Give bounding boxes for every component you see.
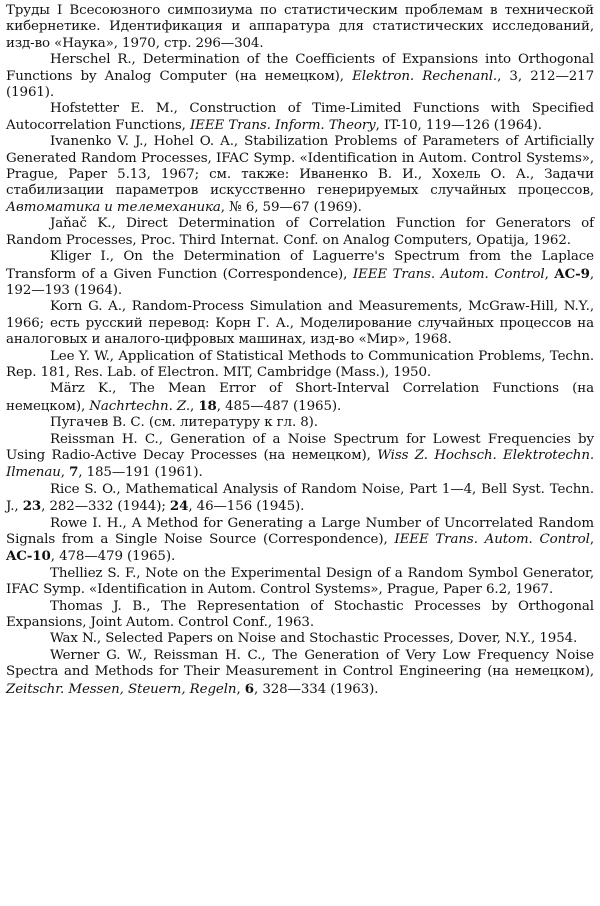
reference-text: , № 6, 59—67 (1969). bbox=[220, 199, 362, 215]
reference-text: , 192—193 (1964). bbox=[6, 266, 594, 298]
reference-entry bbox=[6, 349, 594, 382]
reference-text: , bbox=[190, 398, 199, 414]
reference-text: , 3, 212—217 (1961). bbox=[6, 68, 595, 101]
reference-text: Пугачев В. С. (см. литературу к гл. 8). bbox=[50, 415, 318, 431]
reference-entry bbox=[6, 381, 594, 415]
reference-text: , bbox=[589, 532, 595, 547]
reference-list bbox=[6, 3, 594, 698]
reference-entry bbox=[6, 3, 594, 52]
reference-text: Rowe I. H., A Method for Generating a Large Number of Uncorrelated Random Signals from a Single Noise Source (Correspondence), bbox=[6, 515, 594, 547]
volume-number: AC-10 bbox=[6, 548, 51, 565]
reference-text: Jaňač K., Direct Determination of Correlation Function for Generators of Random Processes, Proc. Third Internat. Conf. on Analog Computers, Opatija, 1962. bbox=[6, 216, 594, 248]
journal-title: Автоматика и телемеханика bbox=[6, 199, 221, 215]
reference-text: Ivanenko V. J., Hohel O. A., Stabilization Problems of Parameters of Artificially Generated Random Processes, IFAC Symp. «Identification in Autom. Control Systems», Prague, Paper 5.13, 1967; см. также: Иваненко В. И., Хохель О. А., Задачи стабилизации параметров искусственно генерируемых случайных процессов, bbox=[6, 134, 594, 199]
reference-entry bbox=[6, 216, 594, 249]
reference-text: , 282—332 (1944); bbox=[41, 499, 170, 515]
volume-number: 7 bbox=[69, 464, 79, 481]
volume-number: 24 bbox=[169, 498, 189, 515]
journal-title: Nachrtechn. Z. bbox=[89, 398, 191, 414]
reference-text: Lee Y. W., Application of Statistical Methods to Communication Problems, Techn. Rep. 181, Res. Lab. of Electron. MIT, Cambridge (Mass.), 1950. bbox=[6, 348, 594, 380]
reference-text: Kliger I., On the Determination of Laguerre's Spectrum from the Laplace Transform of a Given Function (Correspondence), bbox=[6, 249, 594, 282]
reference-entry bbox=[6, 415, 594, 431]
reference-entry bbox=[6, 101, 594, 134]
reference-entry bbox=[6, 432, 594, 482]
reference-entry bbox=[6, 299, 594, 348]
journal-title: IEEE Trans. Autom. Control bbox=[352, 266, 545, 282]
reference-entry bbox=[6, 482, 594, 516]
reference-text: Труды I Всесоюзного симпозиума по статистическим проблемам в технической кибернетике. Идентификация и аппаратура для статистических исследований, изд-во «Наука», 1970, стр. 296—304. bbox=[6, 3, 594, 51]
journal-title: IEEE Trans. Autom. Control bbox=[394, 532, 590, 547]
reference-text: , bbox=[236, 681, 245, 697]
reference-text: Werner G. W., Reissman H. C., The Generation of Very Low Frequency Noise Spectra and Methods for Their Measurement in Control Engineering (на немецком), bbox=[6, 647, 594, 680]
reference-entry bbox=[6, 52, 594, 101]
reference-text: , 328—334 (1963). bbox=[254, 681, 379, 697]
reference-entry bbox=[6, 631, 594, 647]
volume-number: 23 bbox=[22, 498, 42, 515]
reference-text: März K., The Mean Error of Short-Interval Correlation Functions (на немецком), bbox=[6, 381, 594, 414]
reference-text: , 485—487 (1965). bbox=[216, 398, 342, 414]
reference-text: Thelliez S. F., Note on the Experimental Design of a Random Symbol Generator, IFAC Symp. «Identification in Autom. Control Systems», Prague, Paper 6.2, 1967. bbox=[6, 565, 594, 598]
reference-text: , bbox=[60, 465, 70, 481]
volume-number: AC-9 bbox=[554, 265, 590, 282]
reference-text: Wax N., Selected Papers on Noise and Stochastic Processes, Dover, N.Y., 1954. bbox=[50, 631, 578, 647]
reference-text: Korn G. A., Random-Process Simulation and Measurements, McGraw-Hill, N.Y., 1966; есть русский перевод: Корн Г. А., Моделирование случайных процессов на аналоговых и аналого-цифровых машинах, изд-во «Мир», 1968. bbox=[6, 299, 594, 348]
reference-entry bbox=[6, 516, 594, 566]
reference-entry bbox=[6, 249, 594, 299]
reference-entry bbox=[6, 599, 594, 632]
reference-text: , 46—156 (1945). bbox=[188, 499, 305, 515]
reference-text: Herschel R., Determination of the Coefficients of Expansions into Orthogonal Functions by Analog Computer (на немецком), bbox=[6, 52, 594, 84]
reference-text: , bbox=[544, 266, 555, 282]
reference-entry bbox=[6, 648, 594, 698]
journal-title: Wiss Z. Hochsch. Elektrotechn. Ilmenau bbox=[6, 447, 595, 481]
reference-text: Hofstetter E. M., Construction of Time-Limited Functions with Specified Autocorrelation Functions, bbox=[6, 101, 594, 133]
volume-number: 6 bbox=[244, 680, 254, 697]
journal-title: IEEE Trans. Inform. Theory bbox=[189, 117, 376, 133]
volume-number: 18 bbox=[198, 397, 217, 414]
reference-text: , 478—479 (1965). bbox=[50, 549, 176, 565]
reference-text: , IT-10, 119—126 (1964). bbox=[375, 117, 542, 133]
reference-text: , 185—191 (1961). bbox=[78, 465, 203, 481]
reference-text: Reissman H. C., Generation of a Noise Spectrum for Lowest Frequencies by Using Radio-Active Decay Processes (на немецком), bbox=[6, 431, 594, 463]
reference-text: Rice S. O., Mathematical Analysis of Random Noise, Part 1—4, Bell Syst. Techn. J., bbox=[6, 481, 594, 515]
journal-title: Elektron. Rechenanl. bbox=[352, 68, 498, 84]
reference-entry bbox=[6, 566, 594, 599]
journal-title: Zeitschr. Messen, Steuern, Regeln bbox=[6, 681, 237, 697]
reference-text: Thomas J. B., The Representation of Stochastic Processes by Orthogonal Expansions, Joint Autom. Control Conf., 1963. bbox=[6, 598, 594, 631]
reference-entry bbox=[6, 134, 594, 216]
